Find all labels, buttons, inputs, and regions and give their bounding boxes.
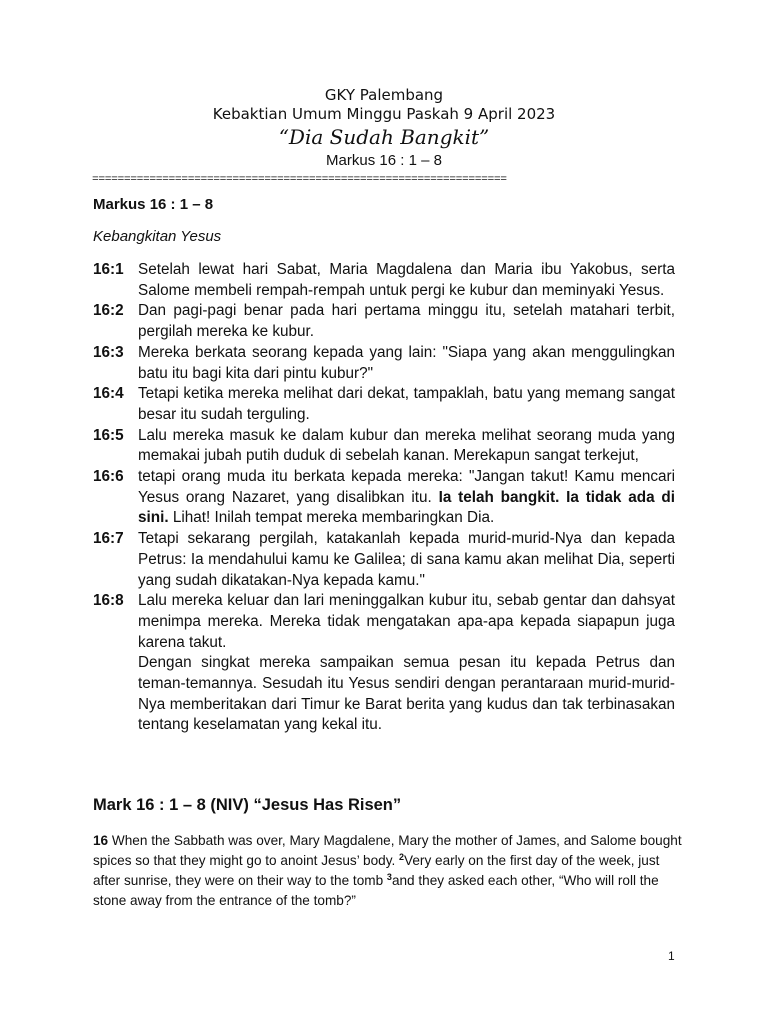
verse-16-4 (93, 384, 675, 425)
church-name: GKY Palembang (324, 86, 444, 104)
verse-16-1 (93, 260, 675, 301)
verse-text: Tetapi ketika mereka melihat dari dekat, tampaklah, batu yang memang sangat besar itu sudah terguling. (138, 385, 675, 423)
verse-number: 16:5 (93, 426, 124, 444)
verse-text-part: tetapi orang muda itu berkata kepada mereka: "Jangan takut! Kamu mencari Yesus orang Nazaret, yang disalibkan itu. (138, 468, 675, 506)
page-number: 1 (668, 949, 675, 963)
verse-number: 16:1 (93, 261, 124, 278)
verse-16-3 (93, 343, 675, 384)
verse-text (138, 467, 675, 529)
passage-title: Markus 16 : 1 – 8 (93, 196, 214, 213)
verse-number: 16:2 (93, 302, 124, 320)
verse-16-7 (93, 529, 675, 591)
verse-number (93, 653, 138, 736)
niv-verse-number: 3 (386, 872, 392, 882)
service-title: Kebaktian Umum Minggu Paskah 9 April 2023 (212, 105, 556, 123)
verse-continuation (93, 653, 675, 736)
verse-text: Tetapi sekarang pergilah, katakanlah kepada murid-murid-Nya dan kepada Petrus: Ia mendahului kamu ke Galilea; di sana kamu akan melihat Dia, seperti yang sudah dikatakan-Nya kepada kamu." (138, 530, 675, 589)
niv-verse-text: When the Sabbath was over, Mary Magdalene, Mary the mother of James, and Salome bought spices so that they might go to anoint Jesus’ body. (93, 833, 682, 868)
document-header (0, 86, 768, 172)
passage-subtitle: Kebangkitan Yesus (93, 228, 222, 245)
verse-text-part: Lihat! Inilah tempat mereka membaringkan Dia. (168, 509, 495, 527)
niv-verse-number: 16 (93, 833, 109, 848)
verse-text: Lalu mereka keluar dan lari meninggalkan kubur itu, sebab gentar dan dahsyat menimpa mereka. Mereka tidak mengatakan apa-apa kepada siapapun juga karena takut. (138, 592, 675, 651)
scripture-reference: Markus 16 : 1 – 8 (326, 152, 442, 169)
verse-number: 16:6 (93, 468, 124, 486)
niv-passage-title: Mark 16 : 1 – 8 (NIV) “Jesus Has Risen” (93, 796, 402, 814)
verse-list (93, 260, 675, 736)
divider-line: ================================================================= (92, 174, 507, 186)
verse-16-6 (93, 467, 675, 529)
niv-verse-text: Very early on the first day of the week, just after sunrise, they were on their way to the tomb (93, 853, 660, 888)
verse-text: Lalu mereka masuk ke dalam kubur dan mereka melihat seorang muda yang memakai jubah putih duduk di sebelah kanan. Merekapun sangat terkejut, (138, 426, 675, 465)
sermon-theme: “Dia Sudah Bangkit” (278, 125, 490, 149)
verse-number: 16:3 (93, 343, 124, 361)
niv-verse-number: 2 (399, 852, 405, 862)
verse-text: Dengan singkat mereka sampaikan semua pesan itu kepada Petrus dan teman-temannya. Sesudah itu Yesus sendiri dengan perantaraan murid-murid-Nya memberitakan dari Timur ke Barat berita yang kudus dan tak terbinasakan tentang keselamatan yang kekal itu. (138, 654, 675, 734)
niv-verse-text: and they asked each other, “Who will roll the stone away from the entrance of the tomb?” (93, 873, 659, 908)
verse-text: Setelah lewat hari Sabat, Maria Magdalena dan Maria ibu Yakobus, serta Salome membeli rempah-rempah untuk pergi ke kubur dan meminyaki Yesus. (138, 261, 675, 299)
verse-number: 16:4 (93, 385, 124, 403)
niv-passage (93, 831, 683, 911)
verse-number: 16:8 (93, 592, 124, 610)
verse-16-2 (93, 301, 675, 342)
verse-highlight: Ia telah bangkit. Ia tidak ada di sini. (138, 488, 676, 527)
verse-text: Dan pagi-pagi benar pada hari pertama minggu itu, setelah matahari terbit, pergilah mereka ke kubur. (138, 302, 675, 341)
verse-16-8 (93, 591, 675, 653)
verse-number: 16:7 (93, 530, 124, 548)
verse-text: Mereka berkata seorang kepada yang lain: "Siapa yang akan menggulingkan batu itu bagi kita dari pintu kubur?" (138, 343, 675, 382)
verse-16-5 (93, 426, 675, 467)
